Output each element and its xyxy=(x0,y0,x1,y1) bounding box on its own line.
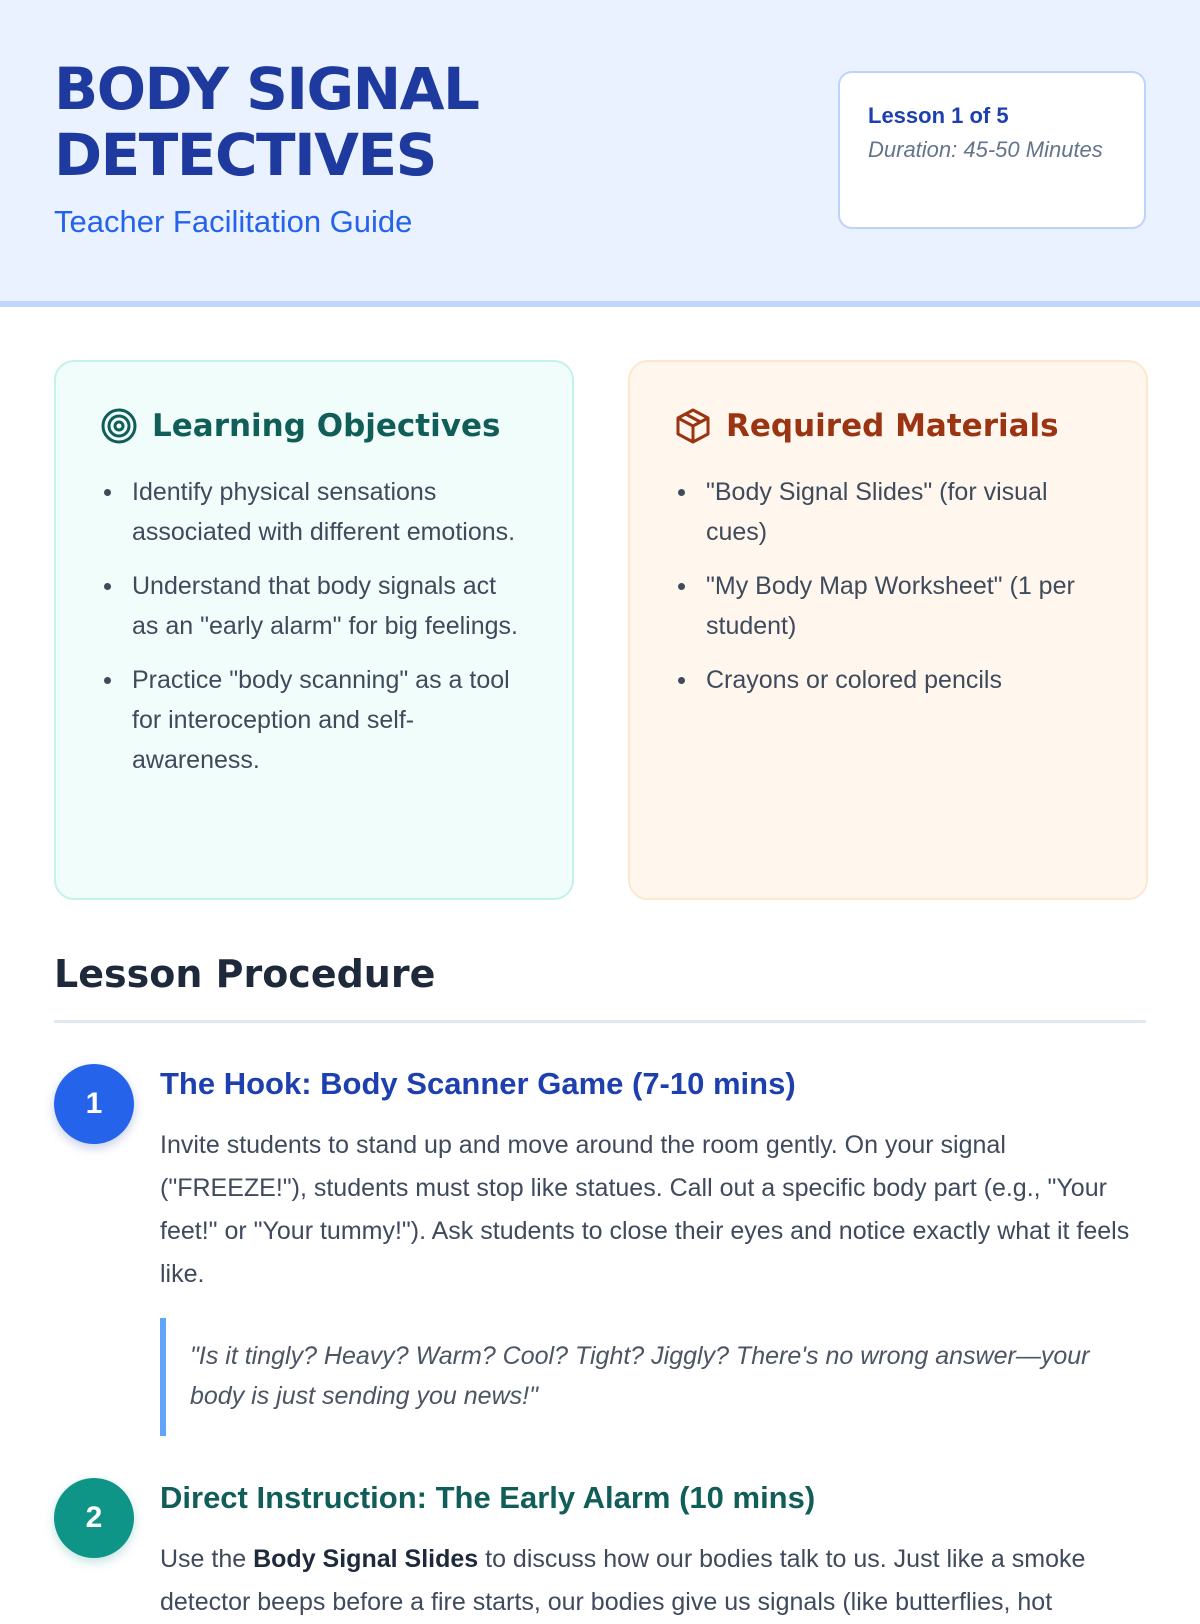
section-divider xyxy=(54,1020,1146,1023)
lesson-number: Lesson 1 of 5 xyxy=(868,103,1009,128)
materials-list xyxy=(674,472,1102,700)
page-subtitle: Teacher Facilitation Guide xyxy=(54,204,413,239)
list-item: "Body Signal Slides" (for visual cues) xyxy=(674,472,1102,552)
step-number-badge: 2 xyxy=(54,1478,134,1558)
required-materials-card xyxy=(628,360,1148,900)
step-text-bold: Body Signal Slides xyxy=(253,1545,479,1573)
step-text: to discuss how our bodies talk to us. Just like a smoke detector beeps before a fire starts, our bodies give us signals (like butterflies, hot xyxy=(160,1545,1086,1616)
materials-header xyxy=(674,404,1102,448)
learning-objectives-card xyxy=(54,360,574,900)
step-number-badge: 1 xyxy=(54,1064,134,1144)
step-heading: Direct Instruction: The Early Alarm (10 mins) xyxy=(160,1480,816,1515)
page-title: BODY SIGNAL DETECTIVES xyxy=(54,55,479,189)
list-item: Crayons or colored pencils xyxy=(674,660,1102,700)
objectives-heading: Learning Objectives xyxy=(152,408,501,444)
target-icon xyxy=(100,407,138,445)
objectives-header xyxy=(100,404,528,448)
list-item: Understand that body signals act as an "early alarm" for big feelings. xyxy=(100,566,528,646)
list-item: Practice "body scanning" as a tool for interoception and self-awareness. xyxy=(100,660,528,780)
step-description xyxy=(160,1538,1145,1624)
step-description: Invite students to stand up and move around the room gently. On your signal ("FREEZE!"), students must stop like statues. Call out a specific body part (e.g., "Your feet!" or "Your tummy!"). Ask students to close their eyes and notice exactly what it feels like. xyxy=(160,1131,1130,1288)
materials-heading: Required Materials xyxy=(726,408,1059,444)
package-icon xyxy=(674,407,712,445)
list-item: "My Body Map Worksheet" (1 per student) xyxy=(674,566,1102,646)
procedure-title: Lesson Procedure xyxy=(54,952,436,996)
step-heading: The Hook: Body Scanner Game (7-10 mins) xyxy=(160,1066,796,1101)
lesson-info-box xyxy=(838,71,1146,229)
list-item: Identify physical sensations associated with different emotions. xyxy=(100,472,528,552)
lesson-duration: Duration: 45-50 Minutes xyxy=(868,137,1103,162)
objectives-list xyxy=(100,472,528,780)
page-header xyxy=(0,0,1200,307)
step-text: Use the xyxy=(160,1545,254,1573)
step-quote: "Is it tingly? Heavy? Warm? Cool? Tight? Jiggly? There's no wrong answer—your body is just sending you news!" xyxy=(160,1318,1145,1436)
